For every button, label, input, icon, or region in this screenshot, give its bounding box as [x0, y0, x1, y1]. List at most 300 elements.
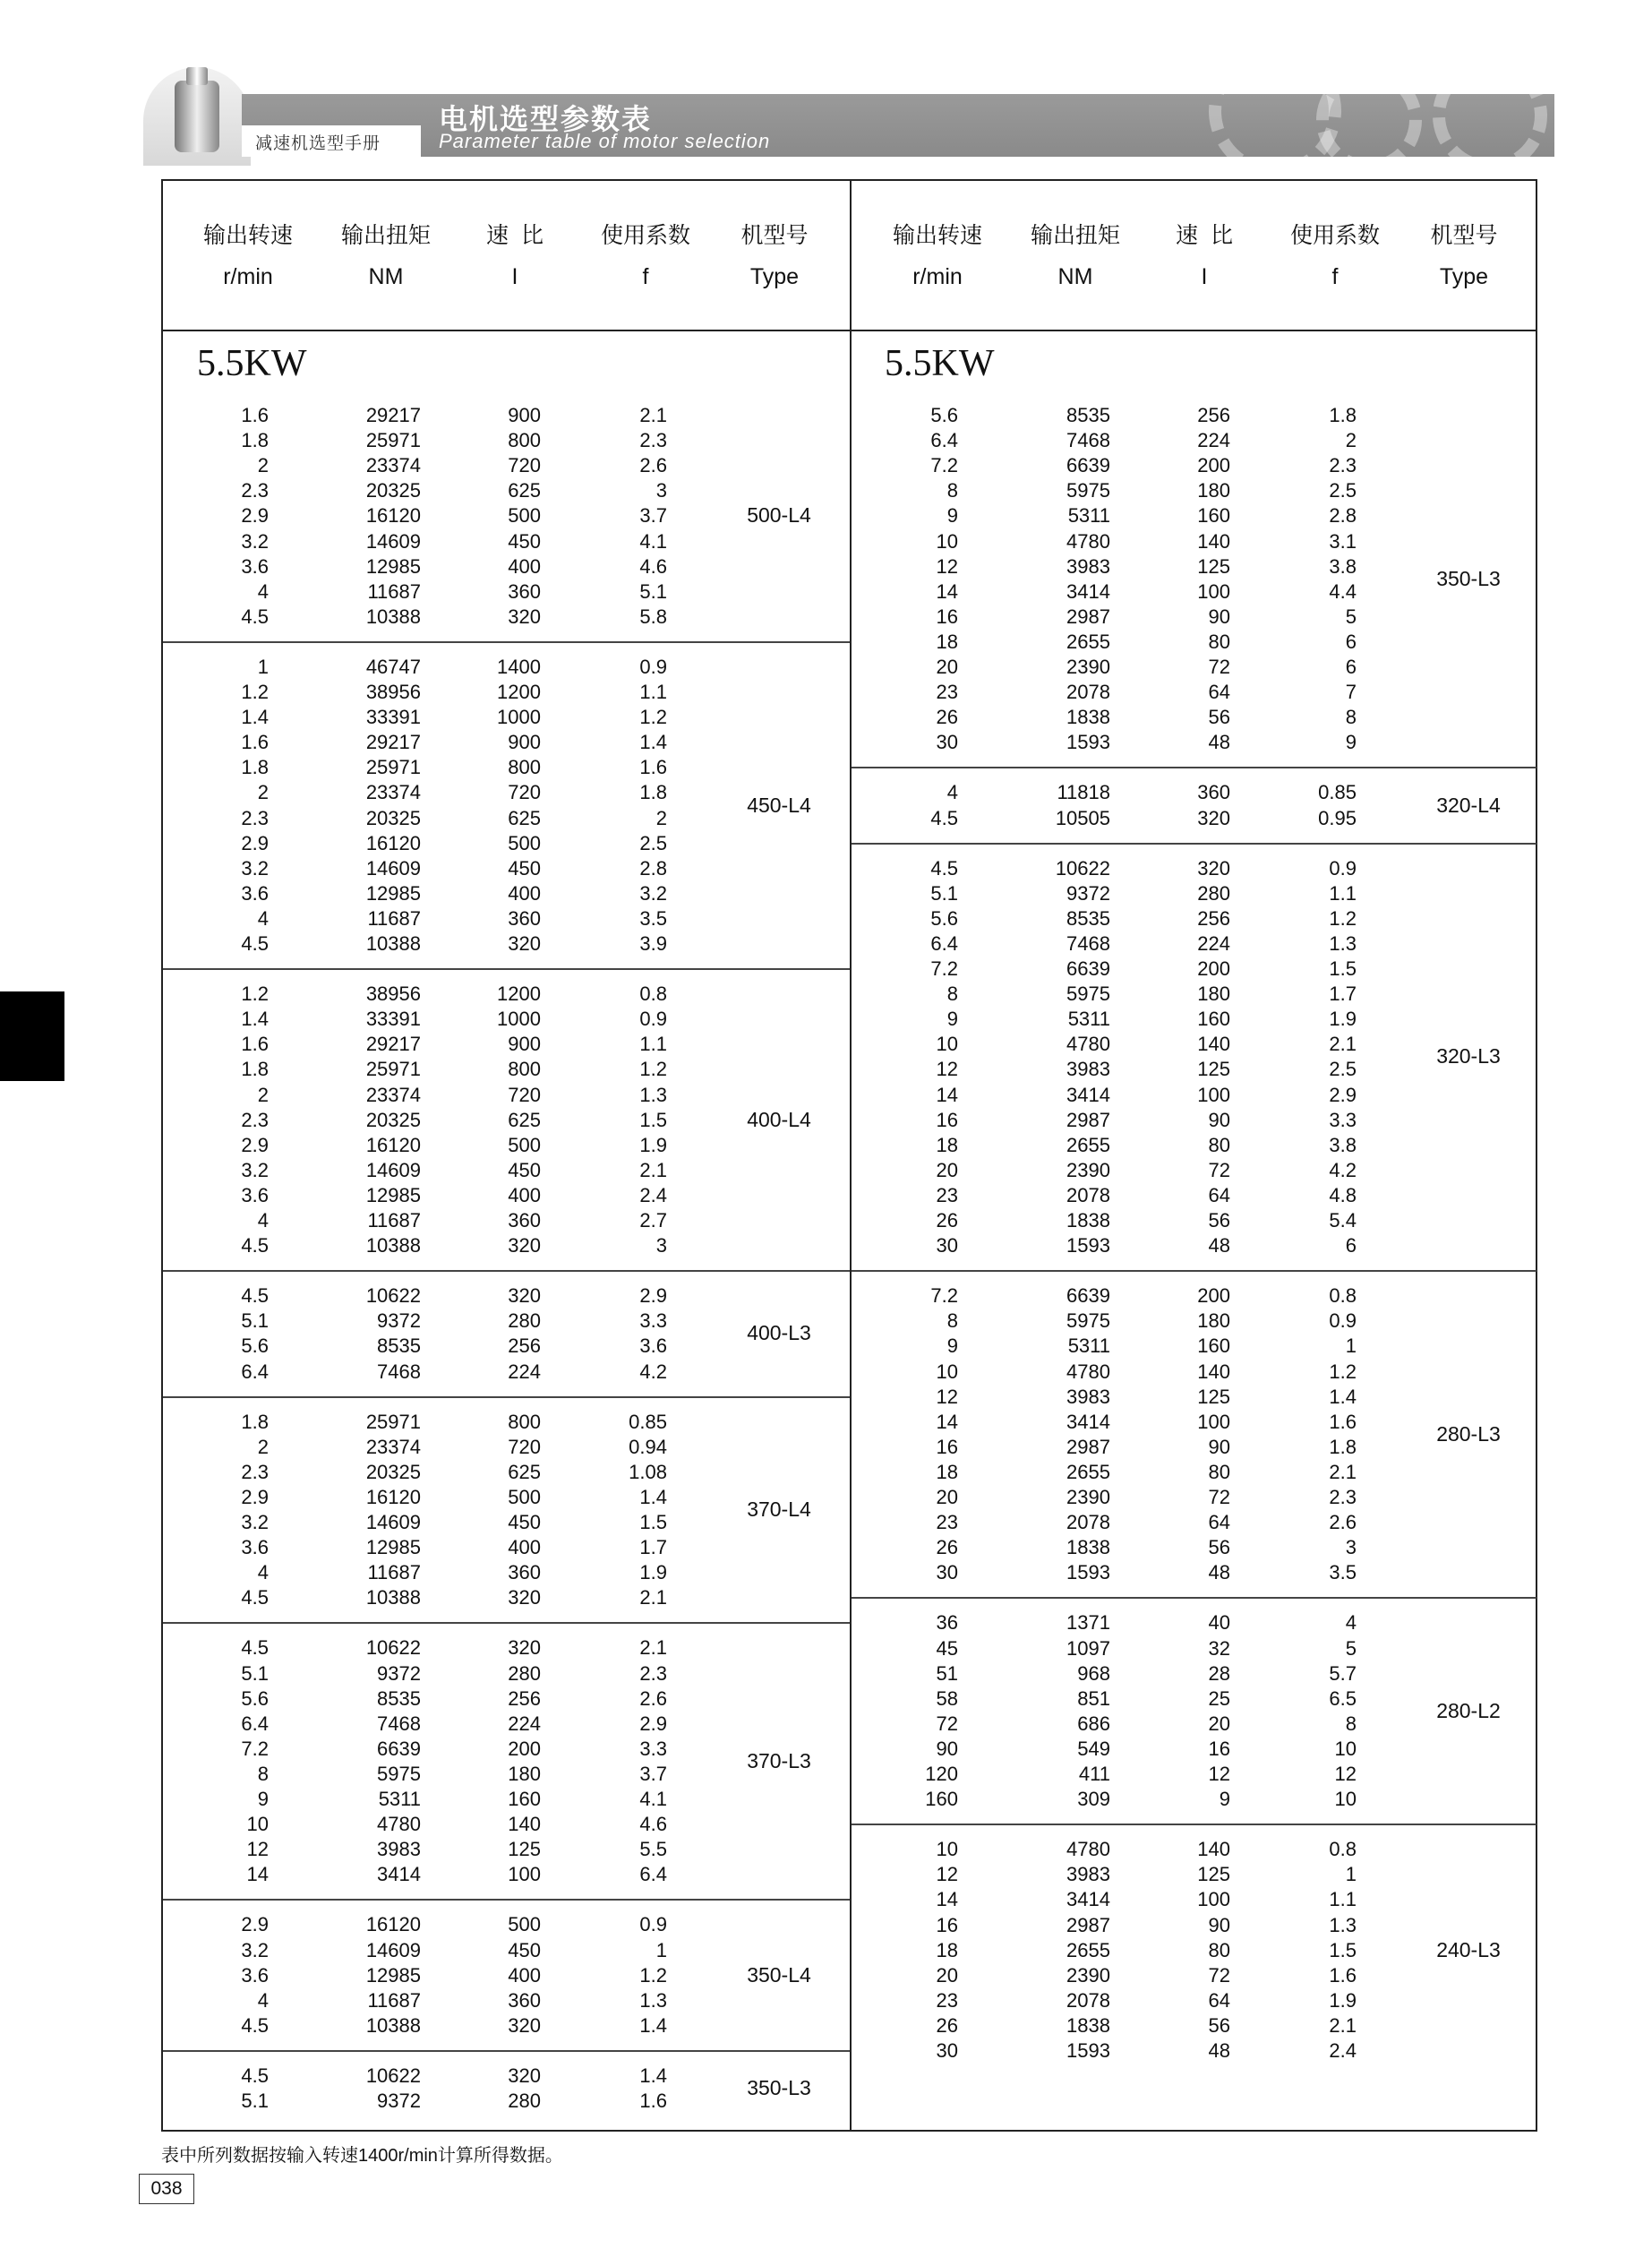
- ratio-cell: 320: [508, 2013, 541, 2037]
- output-torque-cell: 29217: [365, 404, 421, 426]
- service-factor-cell: 6: [1345, 656, 1357, 678]
- service-factor-cell: 3: [655, 1234, 667, 1257]
- ratio-cell: 625: [508, 806, 541, 829]
- service-factor-cell: 4.6: [639, 554, 667, 578]
- output-speed-cell: 2.9: [241, 504, 269, 528]
- ratio-cell: 100: [1197, 1410, 1230, 1433]
- service-factor-cell: 3.7: [639, 504, 667, 528]
- group-divider: [163, 1396, 850, 1398]
- service-factor-cell: 1.2: [639, 706, 667, 729]
- output-speed-cell: 4: [257, 1209, 269, 1231]
- service-factor-cell: 3: [1345, 1536, 1357, 1559]
- ratio-cell: 1000: [497, 1008, 541, 1031]
- service-factor-cell: 3.5: [639, 906, 667, 930]
- output-torque-cell: 12985: [365, 1963, 421, 1987]
- output-speed-cell: 8: [946, 983, 958, 1006]
- ratio-cell: 48: [1208, 2039, 1230, 2062]
- service-factor-cell: 2.5: [1329, 1058, 1357, 1081]
- output-torque-cell: 7468: [1066, 931, 1110, 955]
- service-factor-cell: 1.6: [639, 756, 667, 779]
- output-speed-cell: 18: [936, 1133, 958, 1156]
- service-factor-cell: 1.6: [639, 2090, 667, 2112]
- output-torque-cell: 38956: [365, 681, 421, 703]
- handbook-label: 减速机选型手册: [255, 134, 381, 153]
- ratio-cell: 64: [1208, 1988, 1230, 2012]
- output-speed-cell: 6.4: [241, 1360, 269, 1383]
- output-torque-cell: 6639: [1066, 1284, 1110, 1308]
- service-factor-cell: 5.8: [639, 605, 667, 628]
- service-factor-cell: 1.4: [639, 1485, 667, 1508]
- output-torque-cell: 16120: [365, 504, 421, 528]
- output-torque-cell: 2078: [1066, 1511, 1110, 1534]
- ratio-cell: 140: [1197, 1360, 1230, 1383]
- service-factor-cell: 1.9: [639, 1561, 667, 1584]
- ratio-cell: 900: [508, 1033, 541, 1056]
- ratio-cell: 280: [508, 1309, 541, 1333]
- output-speed-cell: 26: [936, 1536, 958, 1559]
- output-torque-cell: 14609: [365, 1511, 421, 1533]
- ratio-cell: 280: [508, 1661, 541, 1685]
- group-divider: [852, 767, 1536, 768]
- output-torque-cell: 16120: [365, 1485, 421, 1508]
- ratio-cell: 224: [1197, 931, 1230, 955]
- ratio-cell: 125: [1197, 1863, 1230, 1886]
- output-torque-cell: 2987: [1066, 1435, 1110, 1458]
- output-speed-cell: 30: [936, 1234, 958, 1257]
- service-factor-cell: 1.9: [639, 1133, 667, 1156]
- power-label: 5.5KW: [197, 343, 307, 384]
- ratio-cell: 80: [1208, 1133, 1230, 1156]
- output-speed-cell: 3.6: [241, 1963, 269, 1987]
- output-speed-cell: 30: [936, 1561, 958, 1584]
- service-factor-cell: 6.4: [639, 1863, 667, 1886]
- output-speed-cell: 23: [936, 681, 958, 704]
- output-torque-cell: 5311: [1067, 1008, 1110, 1031]
- service-factor-cell: 1.3: [1329, 931, 1357, 955]
- output-speed-cell: 10: [936, 1033, 958, 1056]
- output-speed-cell: 1.2: [241, 983, 269, 1006]
- service-factor-cell: 2: [1345, 429, 1357, 452]
- output-torque-cell: 6639: [377, 1737, 421, 1760]
- header-divider: [161, 330, 1537, 331]
- output-torque-cell: 14609: [365, 856, 421, 880]
- output-torque-cell: 3983: [377, 1838, 421, 1861]
- output-torque-cell: 9372: [377, 2090, 421, 2112]
- ratio-cell: 40: [1208, 1611, 1230, 1635]
- ratio-cell: 125: [1197, 554, 1230, 578]
- output-speed-cell: 16: [936, 1913, 958, 1936]
- output-torque-cell: 309: [1077, 1788, 1110, 1811]
- output-speed-cell: 4.5: [241, 1636, 269, 1660]
- ratio-cell: 56: [1208, 706, 1230, 729]
- service-factor-cell: 2.8: [639, 856, 667, 880]
- col-header-ratio: 速 比 I: [1176, 223, 1233, 289]
- ratio-cell: 72: [1208, 1963, 1230, 1987]
- service-factor-cell: 0.8: [639, 983, 667, 1006]
- ratio-cell: 400: [508, 1183, 541, 1206]
- ratio-cell: 800: [508, 756, 541, 779]
- output-speed-cell: 2: [257, 1435, 269, 1458]
- service-factor-cell: 2.1: [639, 1158, 667, 1181]
- output-speed-cell: 10: [936, 529, 958, 553]
- ratio-cell: 20: [1208, 1712, 1230, 1735]
- output-torque-cell: 16120: [365, 831, 421, 854]
- output-torque-cell: 10388: [365, 1586, 421, 1609]
- ratio-cell: 320: [1197, 856, 1230, 880]
- output-speed-cell: 1.6: [241, 731, 269, 754]
- output-speed-cell: 14: [936, 579, 958, 603]
- service-factor-cell: 1.1: [1329, 1888, 1357, 1911]
- output-speed-cell: 1.2: [241, 681, 269, 703]
- ratio-cell: 48: [1208, 1234, 1230, 1257]
- ratio-cell: 100: [508, 1863, 541, 1886]
- ratio-cell: 900: [508, 404, 541, 426]
- service-factor-cell: 4.1: [639, 1788, 667, 1810]
- output-torque-cell: 10622: [1055, 856, 1110, 880]
- col-header-torque: 输出扭矩 NM: [340, 223, 431, 289]
- ratio-cell: 500: [508, 831, 541, 854]
- output-torque-cell: 10622: [365, 1284, 421, 1308]
- ratio-cell: 450: [508, 1938, 541, 1961]
- ratio-cell: 64: [1208, 1511, 1230, 1534]
- ratio-cell: 180: [1197, 479, 1230, 502]
- ratio-cell: 625: [508, 1108, 541, 1131]
- ratio-cell: 140: [1197, 529, 1230, 553]
- output-torque-cell: 2655: [1066, 1460, 1110, 1483]
- output-torque-cell: 1593: [1066, 1561, 1110, 1584]
- output-torque-cell: 3983: [1066, 1385, 1110, 1408]
- ratio-cell: 320: [508, 1586, 541, 1609]
- output-speed-cell: 20: [936, 656, 958, 678]
- ratio-cell: 720: [508, 781, 541, 804]
- service-factor-cell: 1.1: [639, 1033, 667, 1056]
- output-torque-cell: 6639: [1066, 957, 1110, 980]
- service-factor-cell: 5: [1345, 1636, 1357, 1660]
- service-factor-cell: 5.1: [639, 579, 667, 603]
- ratio-cell: 450: [508, 856, 541, 880]
- group-divider: [163, 2050, 850, 2052]
- service-factor-cell: 1.7: [639, 1536, 667, 1559]
- service-factor-cell: 0.9: [639, 655, 667, 678]
- output-torque-cell: 3414: [377, 1863, 421, 1886]
- ratio-cell: 100: [1197, 579, 1230, 603]
- output-torque-cell: 14609: [365, 529, 421, 553]
- output-torque-cell: 16120: [365, 1913, 421, 1936]
- output-torque-cell: 10505: [1055, 806, 1110, 829]
- output-torque-cell: 29217: [365, 1033, 421, 1056]
- ratio-cell: 48: [1208, 1561, 1230, 1584]
- service-factor-cell: 2.4: [639, 1183, 667, 1206]
- ratio-cell: 360: [508, 579, 541, 603]
- output-torque-cell: 12985: [365, 554, 421, 578]
- ratio-cell: 180: [508, 1762, 541, 1785]
- service-factor-cell: 1.3: [1329, 1913, 1357, 1936]
- type-label: 400-L3: [747, 1321, 811, 1345]
- output-torque-cell: 23374: [365, 454, 421, 477]
- output-torque-cell: 6639: [1066, 454, 1110, 477]
- ratio-cell: 160: [1197, 1334, 1230, 1358]
- output-torque-cell: 23374: [365, 1435, 421, 1458]
- ratio-cell: 280: [1197, 881, 1230, 905]
- output-torque-cell: 14609: [365, 1938, 421, 1961]
- output-speed-cell: 72: [936, 1712, 958, 1735]
- ratio-cell: 400: [508, 1963, 541, 1987]
- ratio-cell: 100: [1197, 1888, 1230, 1911]
- service-factor-cell: 6: [1345, 630, 1357, 653]
- output-speed-cell: 6.4: [930, 429, 958, 452]
- output-torque-cell: 10388: [365, 605, 421, 628]
- group-divider: [163, 641, 850, 643]
- ratio-cell: 32: [1208, 1636, 1230, 1660]
- ratio-cell: 180: [1197, 1309, 1230, 1333]
- ratio-cell: 1000: [497, 706, 541, 729]
- ratio-cell: 360: [508, 906, 541, 930]
- output-speed-cell: 4.5: [241, 1284, 269, 1308]
- output-speed-cell: 2.9: [241, 831, 269, 854]
- service-factor-cell: 4.2: [639, 1360, 667, 1383]
- output-torque-cell: 23374: [365, 781, 421, 804]
- ratio-cell: 90: [1208, 1913, 1230, 1936]
- output-speed-cell: 18: [936, 1938, 958, 1961]
- service-factor-cell: 2.3: [1329, 454, 1357, 477]
- ratio-cell: 12: [1208, 1763, 1230, 1785]
- output-speed-cell: 4.5: [241, 2013, 269, 2037]
- ratio-cell: 160: [508, 1788, 541, 1810]
- service-factor-cell: 5.4: [1329, 1209, 1357, 1231]
- output-torque-cell: 5311: [378, 1788, 421, 1810]
- service-factor-cell: 3: [655, 479, 667, 502]
- service-factor-cell: 1.4: [639, 2013, 667, 2037]
- service-factor-cell: 1: [1345, 1334, 1357, 1358]
- output-torque-cell: 11818: [1057, 781, 1110, 804]
- output-torque-cell: 411: [1078, 1763, 1110, 1785]
- ratio-cell: 64: [1208, 681, 1230, 704]
- ratio-cell: 360: [508, 1209, 541, 1231]
- service-factor-cell: 2.9: [639, 1712, 667, 1735]
- output-speed-cell: 1.4: [241, 706, 269, 729]
- output-torque-cell: 2078: [1066, 1988, 1110, 2012]
- output-torque-cell: 5311: [1067, 1334, 1110, 1358]
- output-speed-cell: 3.2: [241, 529, 269, 553]
- service-factor-cell: 0.95: [1318, 806, 1357, 829]
- output-speed-cell: 9: [257, 1788, 269, 1810]
- output-torque-cell: 1838: [1066, 2013, 1110, 2037]
- service-factor-cell: 2.1: [1329, 2013, 1357, 2037]
- output-speed-cell: 20: [936, 1486, 958, 1508]
- ratio-cell: 72: [1208, 1158, 1230, 1181]
- service-factor-cell: 2.1: [1329, 1033, 1357, 1056]
- output-torque-cell: 9372: [377, 1661, 421, 1685]
- type-label: 240-L3: [1436, 1937, 1501, 1961]
- output-speed-cell: 45: [936, 1636, 958, 1660]
- output-torque-cell: 1838: [1066, 706, 1110, 729]
- service-factor-cell: 0.85: [1318, 781, 1357, 804]
- service-factor-cell: 1.4: [639, 2064, 667, 2087]
- service-factor-cell: 1.8: [1329, 404, 1357, 426]
- gear-icon: [1433, 94, 1547, 157]
- service-factor-cell: 2.3: [639, 429, 667, 452]
- output-torque-cell: 20325: [365, 806, 421, 829]
- col-header-torque: 输出扭矩 NM: [1030, 223, 1120, 289]
- ratio-cell: 256: [508, 1686, 541, 1710]
- ratio-cell: 180: [1197, 983, 1230, 1006]
- output-speed-cell: 10: [936, 1838, 958, 1861]
- output-torque-cell: 11687: [367, 1561, 421, 1584]
- output-speed-cell: 1.8: [241, 429, 269, 452]
- output-speed-cell: 90: [936, 1737, 958, 1760]
- service-factor-cell: 2.4: [1329, 2039, 1357, 2062]
- ratio-cell: 280: [508, 2090, 541, 2112]
- output-torque-cell: 2390: [1066, 656, 1110, 678]
- ratio-cell: 90: [1208, 1108, 1230, 1131]
- output-torque-cell: 1838: [1066, 1536, 1110, 1559]
- output-speed-cell: 14: [936, 1410, 958, 1433]
- service-factor-cell: 0.8: [1329, 1284, 1357, 1308]
- service-factor-cell: 3.9: [639, 932, 667, 955]
- output-torque-cell: 20325: [365, 479, 421, 502]
- ratio-cell: 320: [508, 1636, 541, 1660]
- output-torque-cell: 29217: [365, 731, 421, 754]
- ratio-cell: 720: [508, 1435, 541, 1458]
- service-factor-cell: 3.3: [1329, 1108, 1357, 1131]
- output-torque-cell: 11687: [367, 1209, 421, 1231]
- ratio-cell: 256: [1197, 906, 1230, 930]
- service-factor-cell: 0.8: [1329, 1838, 1357, 1861]
- output-torque-cell: 5975: [1066, 1309, 1110, 1333]
- output-torque-cell: 2390: [1066, 1963, 1110, 1987]
- output-speed-cell: 4.5: [241, 2064, 269, 2087]
- output-speed-cell: 58: [936, 1686, 958, 1710]
- service-factor-cell: 1.1: [639, 681, 667, 703]
- ratio-cell: 900: [508, 731, 541, 754]
- ratio-cell: 28: [1208, 1661, 1230, 1685]
- service-factor-cell: 6: [1345, 1234, 1357, 1257]
- group-divider: [163, 1899, 850, 1901]
- output-speed-cell: 1: [257, 655, 269, 678]
- type-label: 280-L2: [1436, 1698, 1501, 1722]
- ratio-cell: 25: [1208, 1686, 1230, 1710]
- service-factor-cell: 1.4: [1329, 1385, 1357, 1408]
- output-speed-cell: 3.2: [241, 1938, 269, 1961]
- ratio-cell: 140: [508, 1813, 541, 1836]
- output-speed-cell: 26: [936, 2013, 958, 2037]
- output-speed-cell: 3.6: [241, 1183, 269, 1206]
- service-factor-cell: 1.5: [1329, 1938, 1357, 1961]
- output-speed-cell: 2.3: [241, 1460, 269, 1483]
- output-torque-cell: 12985: [365, 1536, 421, 1559]
- output-torque-cell: 1371: [1066, 1611, 1110, 1635]
- reducer-logo: [134, 63, 260, 161]
- ratio-cell: 256: [1197, 404, 1230, 426]
- output-torque-cell: 2655: [1066, 1133, 1110, 1156]
- service-factor-cell: 1.5: [1329, 957, 1357, 980]
- output-speed-cell: 20: [936, 1963, 958, 1987]
- service-factor-cell: 3.2: [639, 881, 667, 905]
- output-speed-cell: 23: [936, 1183, 958, 1206]
- output-torque-cell: 3983: [1066, 1863, 1110, 1886]
- service-factor-cell: 1.08: [629, 1460, 667, 1483]
- service-factor-cell: 0.94: [629, 1435, 667, 1458]
- ratio-cell: 140: [1197, 1838, 1230, 1861]
- output-speed-cell: 4: [257, 1988, 269, 2012]
- service-factor-cell: 2.6: [639, 454, 667, 477]
- service-factor-cell: 4.2: [1329, 1158, 1357, 1181]
- service-factor-cell: 2.9: [1329, 1083, 1357, 1106]
- service-factor-cell: 0.85: [629, 1410, 667, 1433]
- service-factor-cell: 4.4: [1329, 579, 1357, 603]
- service-factor-cell: 0.9: [639, 1008, 667, 1031]
- output-torque-cell: 10622: [365, 1636, 421, 1660]
- output-speed-cell: 5.6: [241, 1334, 269, 1358]
- footnote: 表中所列数据按输入转速1400r/min计算所得数据。: [161, 2146, 563, 2166]
- output-speed-cell: 1.6: [241, 1033, 269, 1056]
- type-label: 450-L4: [747, 793, 811, 817]
- service-factor-cell: 0.9: [1329, 856, 1357, 880]
- output-torque-cell: 2390: [1066, 1486, 1110, 1508]
- output-speed-cell: 2: [257, 781, 269, 804]
- type-label: 370-L4: [747, 1498, 811, 1521]
- output-torque-cell: 2987: [1066, 1913, 1110, 1936]
- group-divider: [163, 968, 850, 970]
- output-speed-cell: 4: [257, 906, 269, 930]
- ratio-cell: 360: [508, 1561, 541, 1584]
- output-torque-cell: 7468: [377, 1712, 421, 1735]
- ratio-cell: 450: [508, 529, 541, 553]
- output-speed-cell: 12: [936, 1385, 958, 1408]
- output-speed-cell: 10: [246, 1813, 269, 1836]
- page-number: 038: [139, 2174, 194, 2204]
- ratio-cell: 72: [1208, 1486, 1230, 1508]
- output-speed-cell: 4.5: [930, 806, 958, 829]
- output-speed-cell: 2.3: [241, 806, 269, 829]
- service-factor-cell: 1.7: [1329, 983, 1357, 1006]
- output-torque-cell: 4780: [1066, 1838, 1110, 1861]
- service-factor-cell: 0.9: [1329, 1309, 1357, 1333]
- group-divider: [852, 1597, 1536, 1599]
- output-speed-cell: 2.3: [241, 1108, 269, 1131]
- output-torque-cell: 8535: [377, 1334, 421, 1358]
- service-factor-cell: 10: [1334, 1737, 1357, 1760]
- ratio-cell: 224: [1197, 429, 1230, 452]
- service-factor-cell: 4.6: [639, 1813, 667, 1836]
- page-subtitle: Parameter table of motor selection: [439, 130, 771, 152]
- output-torque-cell: 549: [1077, 1737, 1110, 1760]
- service-factor-cell: 3.5: [1329, 1561, 1357, 1584]
- output-torque-cell: 2987: [1066, 605, 1110, 628]
- ratio-cell: 800: [508, 1058, 541, 1081]
- output-torque-cell: 686: [1077, 1712, 1110, 1735]
- output-speed-cell: 3.2: [241, 856, 269, 880]
- output-speed-cell: 7.2: [930, 1284, 958, 1308]
- output-speed-cell: 12: [936, 554, 958, 578]
- output-torque-cell: 8535: [377, 1686, 421, 1710]
- service-factor-cell: 1.3: [639, 1083, 667, 1106]
- output-speed-cell: 4: [946, 781, 958, 804]
- output-torque-cell: 2078: [1066, 681, 1110, 704]
- output-torque-cell: 2987: [1066, 1108, 1110, 1131]
- output-speed-cell: 16: [936, 1435, 958, 1458]
- service-factor-cell: 2.7: [639, 1209, 667, 1231]
- output-speed-cell: 6.4: [241, 1712, 269, 1735]
- ratio-cell: 400: [508, 881, 541, 905]
- output-speed-cell: 16: [936, 605, 958, 628]
- type-label: 280-L3: [1436, 1421, 1501, 1446]
- service-factor-cell: 2.3: [639, 1661, 667, 1685]
- output-speed-cell: 1.6: [241, 404, 269, 426]
- output-speed-cell: 2.9: [241, 1913, 269, 1936]
- ratio-cell: 320: [508, 1234, 541, 1257]
- output-torque-cell: 16120: [365, 1133, 421, 1156]
